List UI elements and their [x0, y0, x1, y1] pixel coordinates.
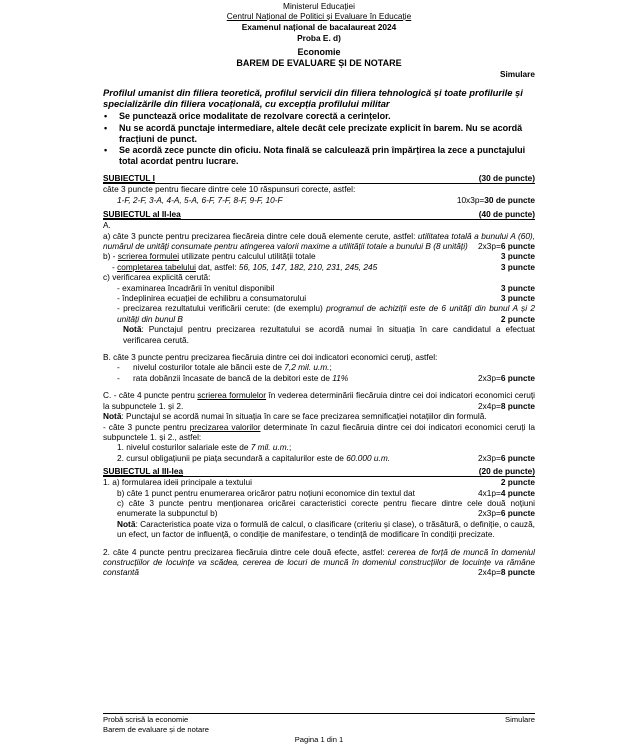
footer-exam: Probă scrisă la economie	[103, 715, 189, 724]
ministry-name: Ministerul Educației	[283, 1, 355, 11]
document-page	[103, 0, 535, 750]
page-footer	[103, 713, 535, 745]
s2-part-c-values: - câte 3 puncte pentru precizarea valorilor determinate în cazul fiecăruia dintre cei doi indicatori economici ceruți la subpunctele 1. și 2., astfel:	[103, 421, 536, 442]
grading-rules	[103, 111, 535, 166]
exam-title: Examenul național de bacalaureat 2024	[241, 22, 397, 33]
section-2-header	[103, 209, 535, 220]
s2-b-item-1: - nivelul costurilor totale ale băncii este de 7,2 mil. u.m.;	[117, 362, 332, 373]
subject-name: Economie	[297, 47, 341, 58]
section-1-points: (30 de puncte)	[478, 173, 535, 184]
probe-title: Proba E. d)	[297, 32, 341, 43]
simulare-label: Simulare	[499, 69, 535, 80]
bullet-icon: •	[104, 123, 108, 133]
section-3-header	[103, 466, 535, 477]
s2-item-b2: - completarea tabelului dat, astfel: 56, 105, 147, 182, 210, 231, 245, 245 3 puncte	[112, 261, 535, 272]
barem-title: BAREM DE EVALUARE ȘI DE NOTARE	[236, 57, 402, 68]
center-name: Centrul Național de Politici și Evaluare în Educație	[226, 10, 412, 21]
s2-item-c1: - examinarea încadrării în venitul disponibil 3 puncte	[117, 282, 535, 293]
s1-score: 10x3p=30 de puncte	[456, 194, 535, 205]
s2-c-item-1: 1. nivelul costurilor salariale este de 7 mil. u.m.;	[117, 442, 292, 453]
s1-intro: câte 3 puncte pentru fiecare dintre cele 10 răspunsuri corecte, astfel:	[103, 184, 356, 195]
s2-b-item-2: - rata dobânzii încasate de bancă de la debitori este de 11% 2x3p=6 puncte	[117, 372, 535, 383]
rule-item: • Nu se acordă punctaje intermediare, altele decât cele precizate explicit în barem. Nu se acordă fracțiuni de punct.	[104, 123, 523, 144]
s2-part-a-label: A.	[103, 220, 111, 231]
s2-note-2: Notă: Punctajul se acordă numai în situația în care se face precizarea semnificației notațiilor din formulă.	[103, 411, 487, 422]
footer-simulare: Simulare	[505, 715, 535, 724]
section-1-title: SUBIECTUL I	[103, 173, 155, 184]
bullet-icon: •	[104, 145, 108, 156]
s2-part-c: C. - câte 4 puncte pentru scrierea formulelor în vederea determinării fiecăruia dintre cei doi indicatori economici ceruți la subpunctele 1. și 2. 2x4p=8 puncte	[103, 390, 536, 411]
profile-text: Profilul umanist din filiera teoretică, profilul servicii din filiera tehnologică și toate profilurile și specializările din filiera vocațională, cu excepția profilului militar	[103, 86, 523, 109]
s2-note-1: Notă: Punctajul pentru precizarea rezultatului se acordă numai în situația în care candidatul a efectuat verificarea cerută.	[123, 324, 535, 345]
s3-note: Notă: Caracteristica poate viza o formulă de calcul, o clasificare (criteriu și clase), o trăsătură, o definiție, o cauză, un efect, un factor de influență, o condiție de manifestare, o tendință de modificare în condiții precizate.	[117, 518, 535, 540]
s2-part-b: B. câte 3 puncte pentru precizarea fiecăruia dintre cei doi indicatori economici ceruți, astfel:	[103, 352, 438, 363]
s1-answers-row	[103, 195, 535, 205]
s3-item-1c: c) câte 3 puncte pentru menționarea oricărei caracteristici corecte pentru fiecare dintre cele două noțiuni enumerate la subpunctul b) 2x3p=6 puncte	[117, 497, 535, 519]
s2-item-b1: b) - scrierea formulei utilizate pentru calculul utilității totale 3 puncte	[103, 251, 535, 262]
s1-answers: 1-F, 2-F, 3-A, 4-A, 5-A, 6-F, 7-F, 8-F, 9-F, 10-F	[117, 194, 283, 205]
s3-item-1a: 1. a) formularea ideii principale a textului 2 puncte	[103, 477, 535, 488]
s3-item-2: 2. câte 4 puncte pentru precizarea fiecăruia dintre cele două efecte, astfel: cererea de forță de muncă în domeniul construcțiilor de locuințe va scădea, cererea de locuri de muncă în domeniul construcțiilor de locuințe va rămâne constantă 2x4p=8 puncte	[103, 546, 536, 578]
page-number: Pagina 1 din 1	[294, 735, 344, 745]
section-1-header	[103, 173, 535, 184]
footer-barem: Barem de evaluare și de notare	[103, 724, 209, 734]
s2-item-c3: - precizarea rezultatului verificării cerute: (de exemplu) programul de achiziții este de 6 unități din bunul A și 2 unități din bunul B 2 puncte	[117, 303, 535, 324]
s2-item-a: a) câte 3 puncte pentru precizarea fiecăreia dintre cele două elemente cerute, astfel: utilitatea totală a bunului A (60), numărul de unități consumate pentru atingerea valorii maxime a utilității totale a bunului B (8 unități) 2x3p=6 puncte	[103, 230, 536, 251]
section-2-points: (40 de puncte)	[478, 209, 535, 220]
section-3-title: SUBIECTUL al III-lea	[103, 466, 184, 477]
section-2-title: SUBIECTUL al II-lea	[103, 209, 181, 220]
rule-item: • Se acordă zece puncte din oficiu. Nota finală se calculează prin împărțirea la zece a punctajului total acordat pentru lucrare.	[104, 145, 526, 166]
bullet-icon: •	[104, 111, 108, 122]
s2-item-c: c) verificarea explicită cerută:	[103, 272, 211, 283]
s3-item-1b: b) câte 1 punct pentru enumerarea oricăror patru noțiuni economice din textul dat 4x1p=4 puncte	[117, 487, 535, 498]
rule-item: • Se punctează orice modalitate de rezolvare corectă a cerințelor.	[104, 111, 391, 122]
s2-item-c2: - îndeplinirea ecuației de echilibru a consumatorului 3 puncte	[117, 293, 535, 304]
s2-c-item-2: 2. cursul obligațiunii pe piața secundară a capitalurilor este de 60.000 u.m. 2x3p=6 puncte	[117, 452, 535, 463]
section-3-points: (20 de puncte)	[478, 466, 535, 477]
document-header	[103, 2, 535, 21]
